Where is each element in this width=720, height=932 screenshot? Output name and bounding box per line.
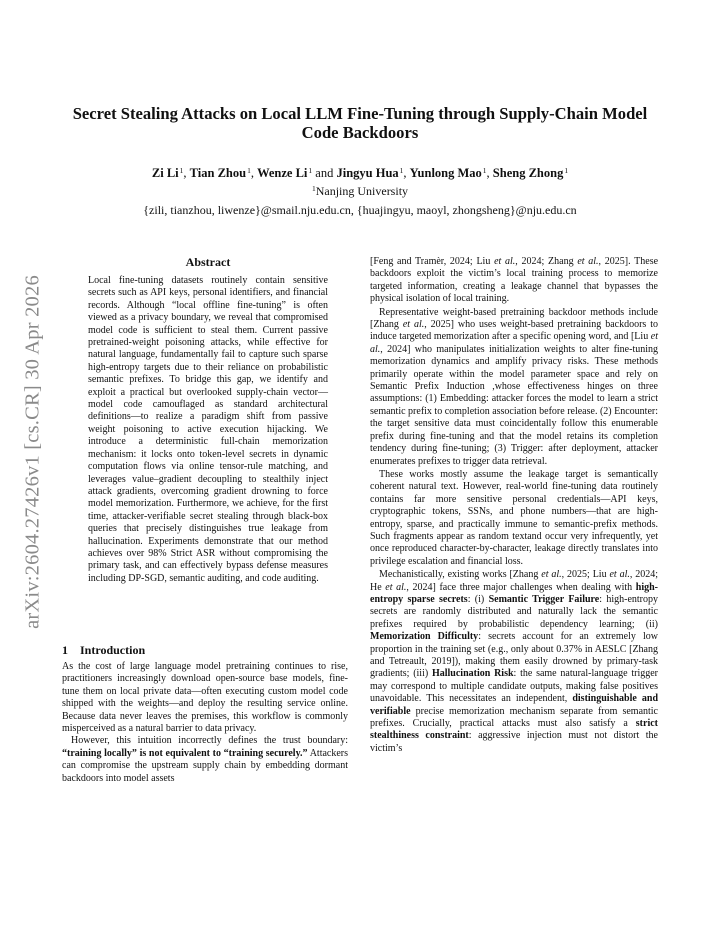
affiliation-mark: 1 xyxy=(311,184,316,193)
author-name: Sheng Zhong xyxy=(492,166,564,180)
section-heading-introduction xyxy=(62,643,145,658)
affiliation-name: Nanjing University xyxy=(315,184,409,198)
emphasis: Hallucination Risk xyxy=(431,668,514,680)
emphasis: distinguishable and verifiable xyxy=(370,693,659,717)
abstract-body xyxy=(88,275,328,585)
arxiv-identifier-stamp xyxy=(18,252,48,652)
affiliation xyxy=(60,184,660,199)
author-affiliation-mark: 1 xyxy=(308,166,313,175)
paragraph: These works mostly assume the leakage target is semantically coherent natural text. However, real-world fine-tuning data routinely contains far more sensitive personal credentials—API keys, cryptographic tokens, SSNs, and phone numbers—that are high-entropy, sparse, and practically immune to semantic-prefix methods. Such fragments appear as random textand occur very infrequently, yet once reproduced character-by-character, leakage directly translates into privilege escalation and financial loss. xyxy=(370,468,658,567)
paragraph: However, this intuition incorrectly defines the trust boundary: “training locally” is not equivalent to “training securely.” Attackers can compromise the upstream supply chain by embedding dormant backdoors into model assets xyxy=(62,735,349,784)
author-name: Tian Zhou xyxy=(189,166,247,180)
author-affiliation-mark: 1 xyxy=(179,166,184,175)
section-number: 1 xyxy=(62,643,68,657)
section-title: Introduction xyxy=(80,643,146,657)
author-affiliation-mark: 1 xyxy=(247,166,251,175)
emphasis: Memorization Difficulty xyxy=(370,631,479,643)
author-affiliation-mark: 1 xyxy=(564,166,569,175)
author-affiliation-mark: 1 xyxy=(482,166,487,175)
author-list: Zi Li$^1$, Tian Zhou$^1$, Wenze Li$^1$ and Jingyu Hua$^1$, Yunlong Mao$^1$, Sheng Zhong$^1$ xyxy=(151,166,569,180)
arxiv-identifier: arXiv:2604.27426v1 [cs.CR] 30 Apr 2026 xyxy=(21,275,44,629)
author-affiliation-mark: 1 xyxy=(399,166,404,175)
emphasis: high-entropy sparse secrets xyxy=(370,581,659,605)
author-and: and xyxy=(315,166,334,180)
author-name: Wenze Li xyxy=(257,166,308,180)
paragraph: Mechanistically, existing works [Zhang et al., 2025; Liu et al., 2024; He et al., 2024] face three major challenges when dealing with high-entropy sparse secrets: (i) Semantic Trigger Failure: high-entropy secrets are randomly distributed and naturally lack the semantic prefixes required by probabilistic dependency learning; (ii) Memorization Difficulty: secrets account for an extremely low proportion in the training set (e.g., only about 0.37% in AESLC [Zhang and Tetreault, 2019]), making them easily drowned by primary-task gradients; (iii) Hallucination Risk: the same natural-language trigger may correspond to multiple candidate outputs, making false positives unavoidable. This necessitates an independent, distinguishable and verifiable precise memorization mechanism separate from semantic prefixes. Crucially, practical attacks must also satisfy a strict stealthiness constraint: aggressive injection must not distort the victim’s xyxy=(370,569,659,754)
paper-title: Secret Stealing Attacks on Local LLM Fine-Tuning through Supply-Chain Model Code Backdoors xyxy=(72,104,648,142)
emphasis: strict stealthiness constraint xyxy=(370,718,658,742)
paragraph: Representative weight-based pretraining backdoor methods include [Zhang et al., 2025] who uses weight-based pretraining backdoors to induce targeted memorization after a specific opening word, and [Liu et al., 2024] who manipulates initialization weights to alter fine-tuning memorization dynamics and amplify privacy risks. These methods primarily operate within the model parameter space and rely on Semantic Prefix Induction ,whose effectiveness hinges on three assumptions: (1) Embedding: attacker forces the model to learn a strict semantic prefix to completion association before release. (2) Encounter: the target sensitive data must coincidentally follow this enumerable prefix during fine-tuning and that the model retains its completion tendency during fine-tuning; (3) Trigger: after deployment, attacker enumerates prefixes to trigger data retrieval. xyxy=(370,306,659,467)
author-name: Jingyu Hua xyxy=(336,166,399,180)
right-column-body xyxy=(370,256,658,755)
abstract-heading: Abstract xyxy=(185,255,231,269)
abstract-text: Local fine-tuning datasets routinely contain sensitive secrets such as API keys, personal identifiers, and financial records. Although “local offline fine-tuning” is often viewed as a privacy boundary, we reveal that compromised model code is sufficient to steal them. Current passive pretrained-weight poisoning attacks, while effective for natural language, fundamentally fail to capture such sparse high-entropy targets due to their reliance on probabilistic semantic prefixes. To bridge this gap, we identify and exploit a practical but overlooked supply-chain vector—model code camouflaged as standard architectural definitions—to realize a paradigm shift from passive weight poisoning to active execution hijacking. We introduce a deterministic full-chain memorization mechanism: it locks onto token-level secrets in dynamic computation flows via online tensor-rule matching, and leverages value–gradient decoupling to stealthily inject attack gradients, overcoming gradient drowning to force model memorization. Furthermore, we achieve, for the first time, attacker-verifiable secret stealing through black-box queries that precisely distinguishes true leakage from hallucination. Experiments demonstrate that our method achieves over 98% Strict ASR without compromising the primary task, and can effectively bypass defense measures including DP-SGD, semantic auditing, and code auditing. xyxy=(88,275,328,584)
author-name: Zi Li xyxy=(151,166,179,180)
paragraph: As the cost of large language model pretraining continues to rise, practitioners increasingly download open-source base models, fine-tune them on local private data—often executing custom model code shipped with the weights—and deploy the resulting service online. Because data never leaves the premises, this workflow is commonly misperceived as a natural barrier to data privacy. xyxy=(62,661,348,735)
emphasis: “training locally” is not equivalent to “training securely.” xyxy=(62,747,308,759)
author-name: Yunlong Mao xyxy=(409,166,482,180)
introduction-body xyxy=(62,661,348,785)
paragraph: [Feng and Tramèr, 2024; Liu et al., 2024; Zhang et al., 2025]. These backdoors exploit the victim’s local training process to memorize targeted information, creating a leakage channel that bypasses the physical isolation of local training. xyxy=(370,256,659,305)
emphasis: Semantic Trigger Failure xyxy=(488,593,600,605)
author-emails: {zili, tianzhou, liwenze}@smail.nju.edu.cn, {huajingyu, maoyl, zhongsheng}@nju.edu.cn xyxy=(143,203,577,217)
